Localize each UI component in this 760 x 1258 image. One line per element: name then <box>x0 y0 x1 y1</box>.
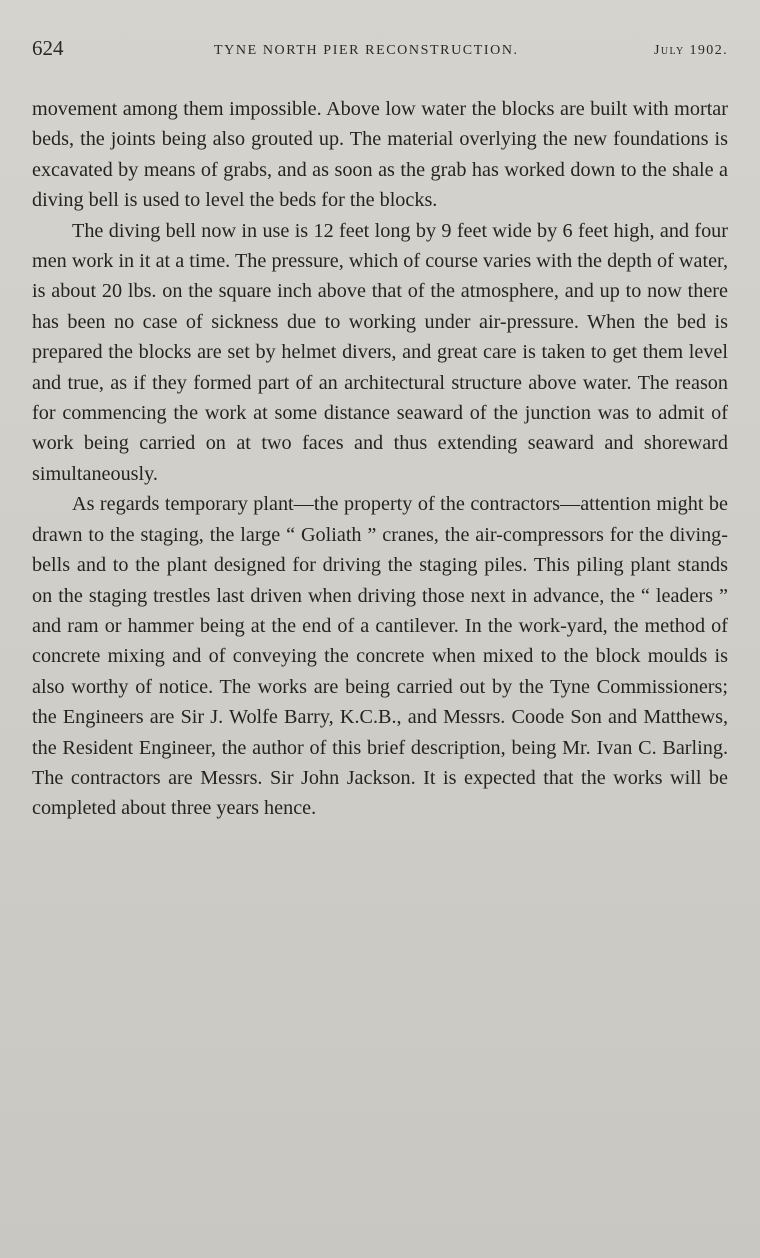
paragraph-continued: movement among them impossible. Above low water the blocks are built with mortar beds, the joints being also grouted up. The material overlying the new foundations is excavated by means of grabs, and as soon as the grab has worked down to the shale a diving bell is used to level the beds for the blocks. <box>32 98 728 212</box>
running-header <box>32 36 728 66</box>
body-text <box>32 94 728 824</box>
running-date: July 1902. <box>654 43 728 58</box>
running-title: TYNE NORTH PIER RECONSTRUCTION. <box>214 43 519 58</box>
paragraph-temporary-plant: As regards temporary plant—the property of the contractors—attention might be drawn to the staging, the large “ Goliath ” cranes, the air-compressors for the diving-bells and to the plant designed for driving the staging piles. This piling plant stands on the staging trestles last driven when driving those next in advance, the “ leaders ” and ram or hammer being at the end of a cantilever. In the work-yard, the method of concrete mixing and of conveying the concrete when mixed to the block moulds is also worthy of notice. The works are being carried out by the Tyne Commissioners; the Engineers are Sir J. Wolfe Barry, K.C.B., and Messrs. Coode Son and Matthews, the Resident Engineer, the author of this brief description, being Mr. Ivan C. Barling. The contractors are Messrs. Sir John Jackson. It is expected that the works will be completed about three years hence. <box>32 493 728 820</box>
paragraph-diving-bell: The diving bell now in use is 12 feet long by 9 feet wide by 6 feet high, and four men work in it at a time. The pressure, which of course varies with the depth of water, is about 20 lbs. on the square inch above that of the atmosphere, and up to now there has been no case of sickness due to working under air-pressure. When the bed is prepared the blocks are set by helmet divers, and great care is taken to get them level and true, as if they formed part of an architectural structure above water. The reason for commencing the work at some distance seaward of the junction was to admit of work being carried on at two faces and thus extending seaward and shoreward simultaneously. <box>32 219 728 485</box>
page-number: 624 <box>32 36 64 60</box>
